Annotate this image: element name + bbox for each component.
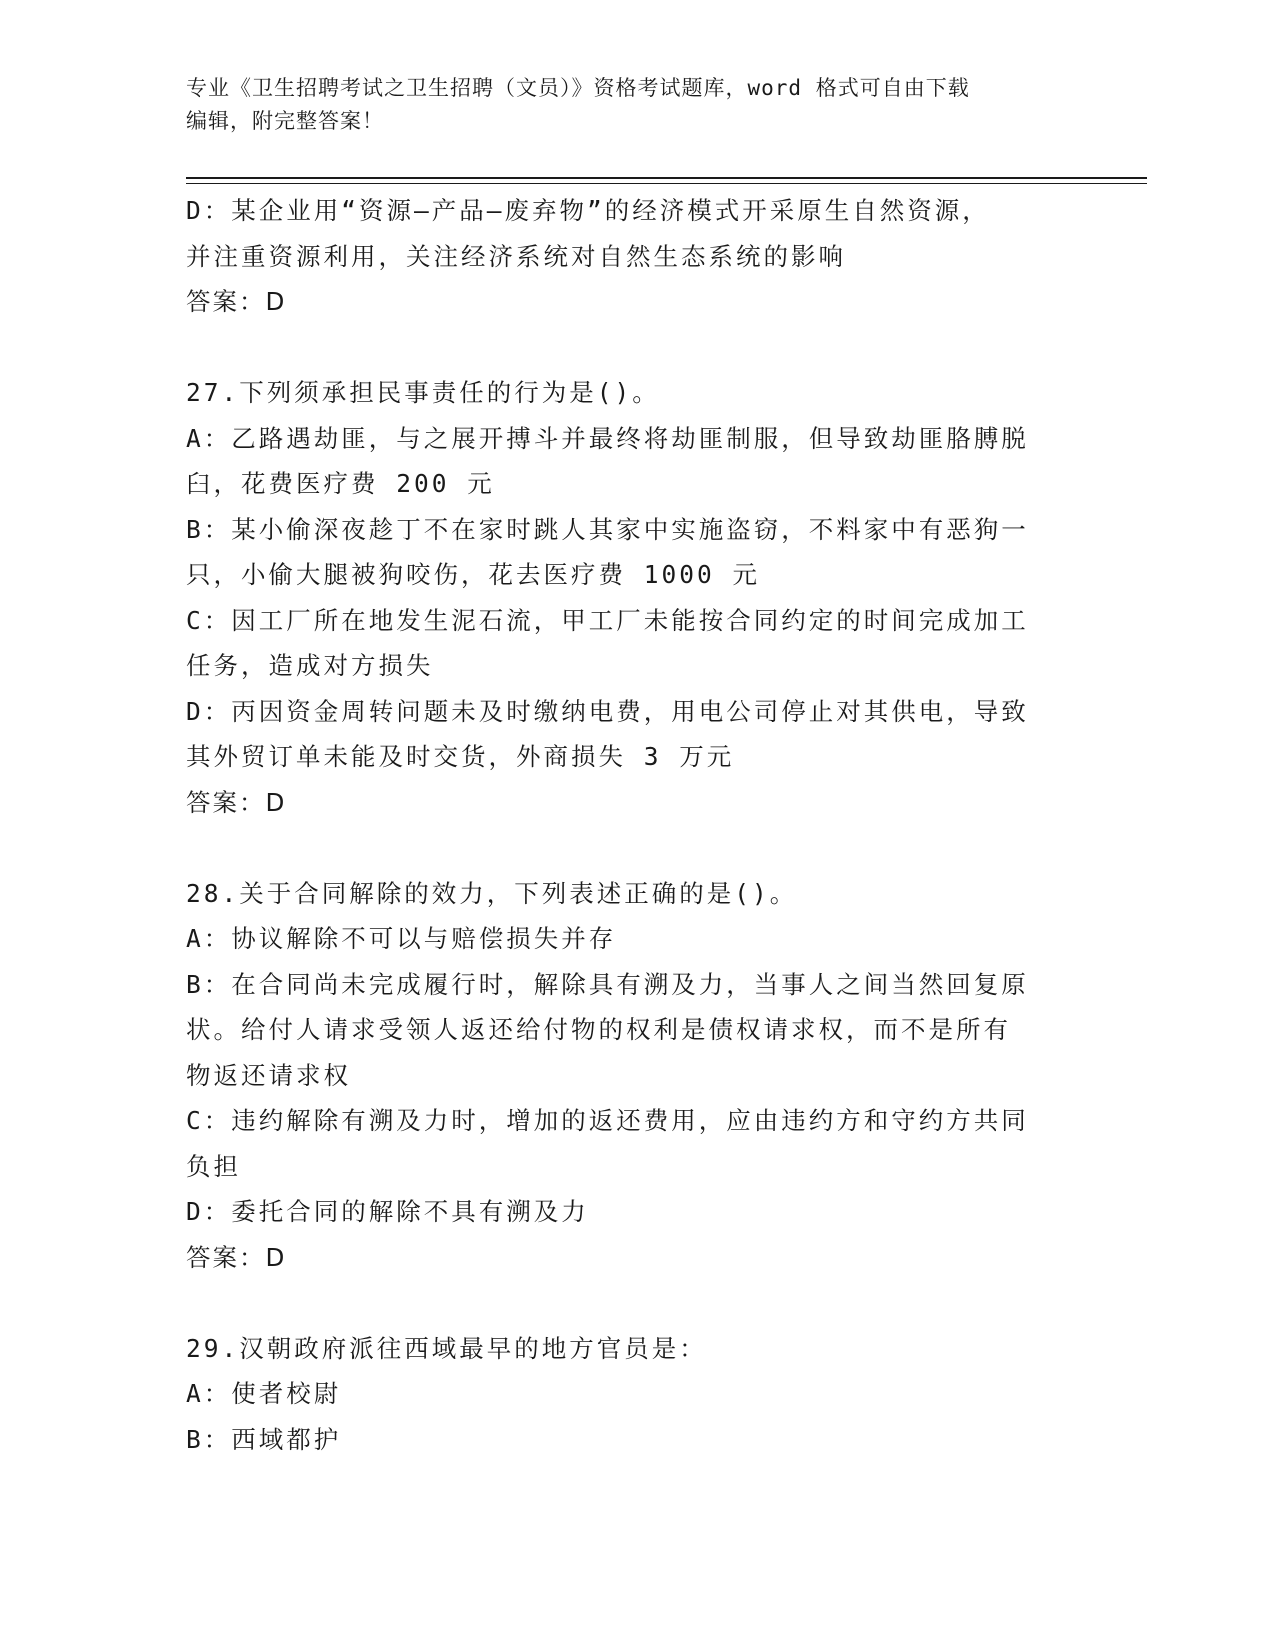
option-a: A：乙路遇劫匪，与之展开搏斗并最终将劫匪制服，但导致劫匪胳膊脱 <box>186 423 1029 453</box>
question-29 <box>186 1326 1086 1463</box>
option-c: C：因工厂所在地发生泥石流，甲工厂未能按合同约定的时间完成加工 <box>186 605 1029 635</box>
option-b-continued: 物返还请求权 <box>186 1060 351 1090</box>
document-header <box>186 72 1066 138</box>
header-line: 编辑，附完整答案！ <box>186 109 384 133</box>
question-27 <box>186 370 1086 825</box>
option-a: A：协议解除不可以与赔偿损失并存 <box>186 924 617 953</box>
question-text: 27.下列须承担民事责任的行为是()。 <box>186 378 660 407</box>
option-a: A：使者校尉 <box>186 1379 342 1408</box>
question-text: 29.汉朝政府派往西域最早的地方官员是： <box>186 1333 707 1363</box>
option-d: D：丙因资金周转问题未及时缴纳电费，用电公司停止对其供电，导致 <box>186 696 1029 726</box>
header-divider <box>186 177 1147 179</box>
option-a-continued: 臼，花费医疗费 200 元 <box>186 469 495 498</box>
option-c-continued: 负担 <box>186 1151 241 1181</box>
option-c-continued: 任务，造成对方损失 <box>186 651 434 680</box>
spacer <box>186 825 1086 871</box>
option-c: C：违约解除有溯及力时，增加的返还费用，应由违约方和守约方共同 <box>186 1106 1029 1135</box>
option-b: B：在合同尚未完成履行时，解除具有溯及力，当事人之间当然回复原 <box>186 969 1029 999</box>
answer: 答案：D <box>186 287 287 316</box>
header-divider-thin <box>186 183 1147 184</box>
question-text: 28.关于合同解除的效力，下列表述正确的是()。 <box>186 878 798 908</box>
option-d: D：委托合同的解除不具有溯及力 <box>186 1197 589 1226</box>
option-d-continued: 其外贸订单未能及时交货，外商损失 3 万元 <box>186 742 735 771</box>
option-b: B：某小偷深夜趁丁不在家时跳人其家中实施盗窃，不料家中有恶狗一 <box>186 514 1029 544</box>
option-b-continued: 只，小偷大腿被狗咬伤，花去医疗费 1000 元 <box>186 560 760 589</box>
spacer <box>186 325 1086 371</box>
answer: 答案：D <box>186 787 287 817</box>
spacer <box>186 1280 1086 1326</box>
option-b: B：西域都护 <box>186 1424 342 1454</box>
question-26-tail <box>186 188 1086 325</box>
option-d: D：某企业用“资源—产品—废弃物”的经济模式开采原生自然资源， <box>186 196 990 225</box>
option-d-continued: 并注重资源利用，关注经济系统对自然生态系统的影响 <box>186 241 846 271</box>
question-list <box>186 188 1086 1462</box>
question-28 <box>186 871 1086 1281</box>
option-b-continued: 状。给付人请求受领人返还给付物的权利是债权请求权，而不是所有 <box>186 1015 1011 1044</box>
header-line: 专业《卫生招聘考试之卫生招聘（文员）》资格考试题库，word 格式可自由下载 <box>186 76 970 100</box>
answer: 答案：D <box>186 1242 287 1272</box>
